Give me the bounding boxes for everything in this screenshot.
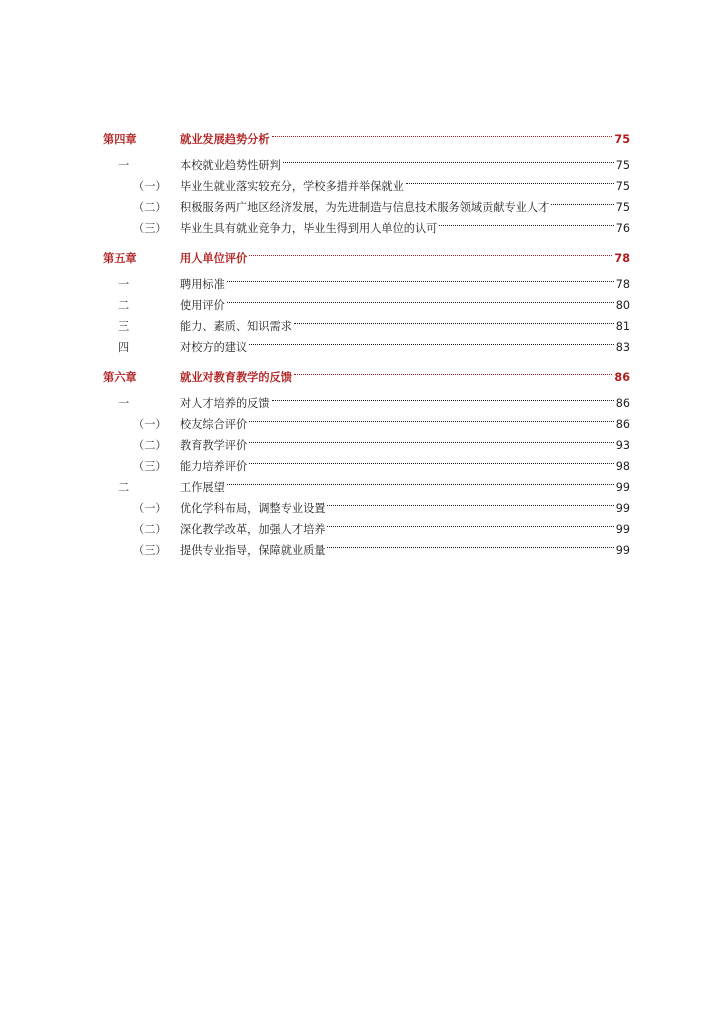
toc-number: 二	[118, 299, 130, 312]
toc-title: 就业对教育教学的反馈	[180, 371, 292, 384]
toc-page-number: 93	[615, 439, 630, 452]
toc-dot-leader	[272, 386, 614, 407]
toc-page-number: 75	[615, 159, 630, 172]
toc-page-number: 80	[615, 299, 630, 312]
toc-entry-chapter-4[interactable]	[103, 122, 630, 146]
toc-title: 优化学科布局，调整专业设置	[180, 502, 326, 515]
toc-dot-leader	[294, 309, 614, 330]
toc-page-number: 78	[615, 278, 630, 291]
toc-number: 第五章	[103, 252, 137, 265]
toc-number: 四	[118, 341, 130, 354]
toc-dot-leader	[327, 533, 613, 554]
toc-page-number: 86	[615, 397, 630, 410]
toc-number: 三	[118, 320, 130, 333]
toc-page-number: 76	[615, 222, 630, 235]
toc-dot-leader	[249, 407, 614, 428]
toc-number: （一）	[133, 418, 167, 431]
toc-page-number: 86	[615, 418, 630, 431]
toc-dot-leader	[439, 211, 613, 232]
toc-entry-chapter-6[interactable]	[103, 360, 630, 384]
toc-page-number: 78	[614, 252, 630, 265]
toc-number: （二）	[133, 439, 167, 452]
toc-entry-section[interactable]	[103, 386, 630, 410]
toc-title: 能力、素质、知识需求	[180, 320, 292, 333]
toc-title: 本校就业趋势性研判	[180, 159, 281, 172]
toc-page-number: 86	[614, 371, 630, 384]
toc-dot-leader	[327, 491, 613, 512]
toc-number: 第四章	[103, 133, 137, 146]
toc-title: 积极服务两广地区经济发展，为先进制造与信息技术服务领域贡献专业人才	[180, 201, 550, 214]
toc-title: 对校方的建议	[180, 341, 248, 354]
toc-page-number: 83	[615, 341, 630, 354]
toc-dot-leader	[272, 122, 613, 143]
toc-title: 教育教学评价	[180, 439, 248, 452]
toc-number: （三）	[133, 460, 167, 473]
toc-title: 聘用标准	[180, 278, 225, 291]
toc-entry-chapter-5[interactable]	[103, 241, 630, 265]
toc-title: 使用评价	[180, 299, 225, 312]
toc-dot-leader	[249, 428, 614, 449]
toc-title: 提供专业指导，保障就业质量	[180, 544, 326, 557]
toc-dot-leader	[249, 330, 614, 351]
toc-title: 毕业生具有就业竞争力，毕业生得到用人单位的认可	[180, 222, 438, 235]
toc-dot-leader	[227, 288, 614, 309]
toc-dot-leader	[249, 241, 612, 262]
toc-number: （一）	[133, 502, 167, 515]
toc-page-number: 81	[615, 320, 630, 333]
toc-dot-leader	[283, 148, 614, 169]
toc-page-number: 99	[615, 544, 630, 557]
toc-number: 一	[118, 278, 130, 291]
toc-number: （三）	[133, 222, 167, 235]
toc-title: 用人单位评价	[180, 252, 248, 265]
toc-dot-leader	[294, 360, 613, 381]
toc-page-number: 75	[615, 180, 630, 193]
toc-title: 深化教学改革，加强人才培养	[180, 523, 326, 536]
toc-dot-leader	[249, 449, 614, 470]
toc-dot-leader	[227, 267, 614, 288]
toc-number: （三）	[133, 544, 167, 557]
toc-dot-leader	[551, 190, 614, 211]
toc-number: （二）	[133, 523, 167, 536]
toc-title: 就业发展趋势分析	[180, 133, 270, 146]
toc-number: 一	[118, 397, 130, 410]
toc-title: 校友综合评价	[180, 418, 248, 431]
toc-page-number: 99	[615, 481, 630, 494]
toc-entry-section[interactable]	[103, 267, 630, 291]
toc-entry-section[interactable]	[103, 148, 630, 172]
toc-number: 第六章	[103, 371, 137, 384]
toc-number: （二）	[133, 201, 167, 214]
toc-dot-leader	[227, 470, 614, 491]
toc-title: 毕业生就业落实较充分，学校多措并举保就业	[180, 180, 404, 193]
toc-page-number: 75	[614, 133, 630, 146]
toc-number: （一）	[133, 180, 167, 193]
toc-title: 能力培养评价	[180, 460, 248, 473]
toc-title: 对人才培养的反馈	[180, 397, 270, 410]
toc-dot-leader	[406, 169, 614, 190]
toc-page-number: 99	[615, 523, 630, 536]
table-of-contents	[103, 122, 630, 557]
toc-page-number: 75	[615, 201, 630, 214]
toc-page-number: 99	[615, 502, 630, 515]
toc-number: 二	[118, 481, 130, 494]
toc-title: 工作展望	[180, 481, 225, 494]
toc-page-number: 98	[615, 460, 630, 473]
toc-dot-leader	[327, 512, 613, 533]
toc-number: 一	[118, 159, 130, 172]
